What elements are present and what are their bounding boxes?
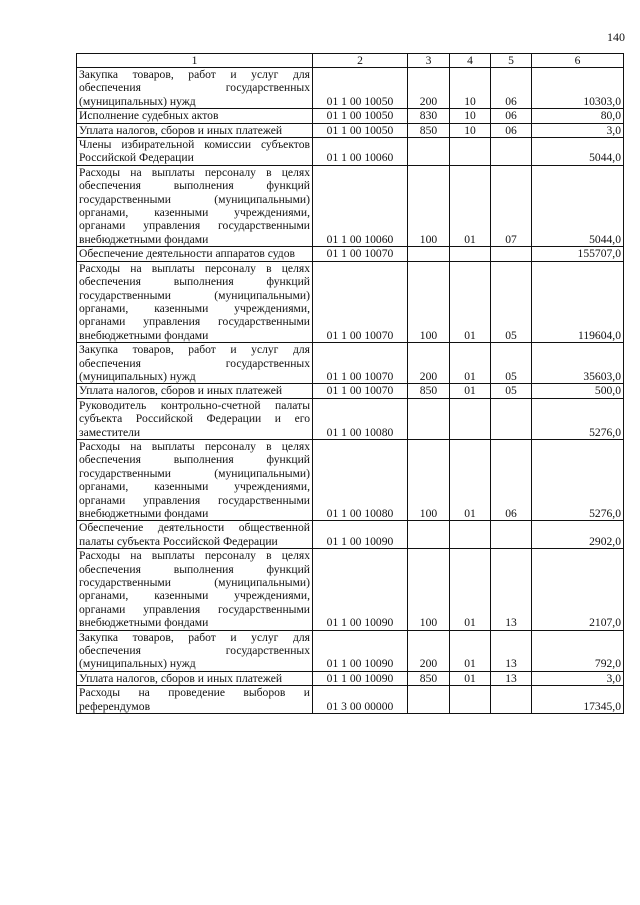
table-row — [77, 138, 624, 166]
column-header: 3 — [408, 54, 450, 68]
expense-type-cell — [408, 138, 450, 166]
amount-cell: 5044,0 — [532, 165, 624, 246]
expense-type-cell: 200 — [408, 68, 450, 109]
section-cell: 01 — [450, 261, 491, 342]
subsection-cell: 05 — [491, 343, 532, 384]
amount-cell: 119604,0 — [532, 261, 624, 342]
expense-name-cell: Расходы на выплаты персоналу в целях обеспечения выполнения функций государственными (муниципальными) органами, казенными учреждениями, органами управления государственными внебюджетными фондами — [77, 549, 313, 630]
table-row — [77, 261, 624, 342]
subsection-cell: 13 — [491, 549, 532, 630]
section-cell — [450, 398, 491, 439]
subsection-cell — [491, 686, 532, 714]
target-code-cell: 01 1 00 10080 — [313, 398, 408, 439]
subsection-cell: 13 — [491, 671, 532, 685]
expense-name-cell: Уплата налогов, сборов и иных платежей — [77, 123, 313, 137]
expense-name-cell: Расходы на выплаты персоналу в целях обеспечения выполнения функций государственными (муниципальными) органами, казенными учреждениями, органами управления государственными внебюджетными фондами — [77, 165, 313, 246]
subsection-cell — [491, 138, 532, 166]
section-cell — [450, 521, 491, 549]
expense-name-cell: Руководитель контрольно-счетной палаты субъекта Российской Федерации и его заместители — [77, 398, 313, 439]
subsection-cell: 05 — [491, 261, 532, 342]
target-code-cell: 01 1 00 10090 — [313, 671, 408, 685]
table-row — [77, 521, 624, 549]
expense-name-cell: Расходы на выплаты персоналу в целях обеспечения выполнения функций государственными (муниципальными) органами, казенными учреждениями, органами управления государственными внебюджетными фондами — [77, 439, 313, 520]
amount-cell: 500,0 — [532, 384, 624, 398]
expense-name-cell: Закупка товаров, работ и услуг для обеспечения государственных (муниципальных) нужд — [77, 630, 313, 671]
amount-cell: 2107,0 — [532, 549, 624, 630]
expense-name-cell: Обеспечение деятельности общественной палаты субъекта Российской Федерации — [77, 521, 313, 549]
column-header: 6 — [532, 54, 624, 68]
subsection-cell — [491, 521, 532, 549]
expense-type-cell: 850 — [408, 384, 450, 398]
amount-cell: 3,0 — [532, 671, 624, 685]
expense-type-cell: 100 — [408, 549, 450, 630]
expense-type-cell: 200 — [408, 343, 450, 384]
target-code-cell: 01 1 00 10050 — [313, 123, 408, 137]
amount-cell: 80,0 — [532, 109, 624, 123]
target-code-cell: 01 1 00 10050 — [313, 109, 408, 123]
amount-cell: 3,0 — [532, 123, 624, 137]
expense-name-cell: Обеспечение деятельности аппаратов судов — [77, 247, 313, 261]
expense-type-cell: 830 — [408, 109, 450, 123]
subsection-cell: 13 — [491, 630, 532, 671]
table-row — [77, 549, 624, 630]
table-row — [77, 686, 624, 714]
amount-cell: 5044,0 — [532, 138, 624, 166]
column-header: 2 — [313, 54, 408, 68]
target-code-cell: 01 1 00 10060 — [313, 165, 408, 246]
table-row — [77, 343, 624, 384]
amount-cell: 792,0 — [532, 630, 624, 671]
section-cell: 01 — [450, 384, 491, 398]
target-code-cell: 01 1 00 10050 — [313, 68, 408, 109]
table-row — [77, 247, 624, 261]
expense-name-cell: Расходы на проведение выборов и референдумов — [77, 686, 313, 714]
subsection-cell: 06 — [491, 109, 532, 123]
section-cell: 10 — [450, 68, 491, 109]
section-cell: 01 — [450, 671, 491, 685]
target-code-cell: 01 1 00 10060 — [313, 138, 408, 166]
target-code-cell: 01 1 00 10090 — [313, 630, 408, 671]
table-row — [77, 123, 624, 137]
section-cell: 10 — [450, 123, 491, 137]
expense-type-cell: 100 — [408, 261, 450, 342]
table-body — [77, 68, 624, 714]
expense-type-cell — [408, 398, 450, 439]
section-cell: 01 — [450, 549, 491, 630]
amount-cell: 17345,0 — [532, 686, 624, 714]
expense-type-cell: 100 — [408, 439, 450, 520]
expense-name-cell: Расходы на выплаты персоналу в целях обеспечения выполнения функций государственными (муниципальными) органами, казенными учреждениями, органами управления государственными внебюджетными фондами — [77, 261, 313, 342]
target-code-cell: 01 1 00 10070 — [313, 261, 408, 342]
subsection-cell — [491, 247, 532, 261]
section-cell: 01 — [450, 343, 491, 384]
section-cell — [450, 138, 491, 166]
page-number: 140 — [607, 30, 625, 44]
expense-name-cell: Закупка товаров, работ и услуг для обеспечения государственных (муниципальных) нужд — [77, 343, 313, 384]
target-code-cell: 01 3 00 00000 — [313, 686, 408, 714]
expense-name-cell: Уплата налогов, сборов и иных платежей — [77, 384, 313, 398]
amount-cell: 155707,0 — [532, 247, 624, 261]
amount-cell: 5276,0 — [532, 398, 624, 439]
amount-cell: 10303,0 — [532, 68, 624, 109]
expense-type-cell: 850 — [408, 671, 450, 685]
expense-name-cell: Члены избирательной комиссии субъектов Российской Федерации — [77, 138, 313, 166]
section-cell — [450, 686, 491, 714]
expense-type-cell: 850 — [408, 123, 450, 137]
amount-cell: 2902,0 — [532, 521, 624, 549]
table-row — [77, 671, 624, 685]
target-code-cell: 01 1 00 10090 — [313, 549, 408, 630]
subsection-cell: 05 — [491, 384, 532, 398]
section-cell — [450, 247, 491, 261]
target-code-cell: 01 1 00 10080 — [313, 439, 408, 520]
target-code-cell: 01 1 00 10090 — [313, 521, 408, 549]
header-row — [77, 54, 624, 68]
table-row — [77, 109, 624, 123]
column-header: 1 — [77, 54, 313, 68]
column-header: 5 — [491, 54, 532, 68]
amount-cell: 35603,0 — [532, 343, 624, 384]
section-cell: 01 — [450, 630, 491, 671]
budget-table — [76, 53, 624, 714]
expense-type-cell — [408, 247, 450, 261]
expense-type-cell: 200 — [408, 630, 450, 671]
section-cell: 01 — [450, 439, 491, 520]
column-header: 4 — [450, 54, 491, 68]
subsection-cell — [491, 398, 532, 439]
expense-name-cell: Исполнение судебных актов — [77, 109, 313, 123]
table-row — [77, 384, 624, 398]
subsection-cell: 06 — [491, 123, 532, 137]
expense-name-cell: Закупка товаров, работ и услуг для обеспечения государственных (муниципальных) нужд — [77, 68, 313, 109]
table-row — [77, 165, 624, 246]
table-row — [77, 68, 624, 109]
expense-type-cell: 100 — [408, 165, 450, 246]
table-row — [77, 439, 624, 520]
subsection-cell: 06 — [491, 68, 532, 109]
section-cell: 10 — [450, 109, 491, 123]
target-code-cell: 01 1 00 10070 — [313, 247, 408, 261]
target-code-cell: 01 1 00 10070 — [313, 343, 408, 384]
expense-type-cell — [408, 521, 450, 549]
section-cell: 01 — [450, 165, 491, 246]
table-row — [77, 630, 624, 671]
amount-cell: 5276,0 — [532, 439, 624, 520]
subsection-cell: 07 — [491, 165, 532, 246]
target-code-cell: 01 1 00 10070 — [313, 384, 408, 398]
expense-name-cell: Уплата налогов, сборов и иных платежей — [77, 671, 313, 685]
expense-type-cell — [408, 686, 450, 714]
subsection-cell: 06 — [491, 439, 532, 520]
table-row — [77, 398, 624, 439]
